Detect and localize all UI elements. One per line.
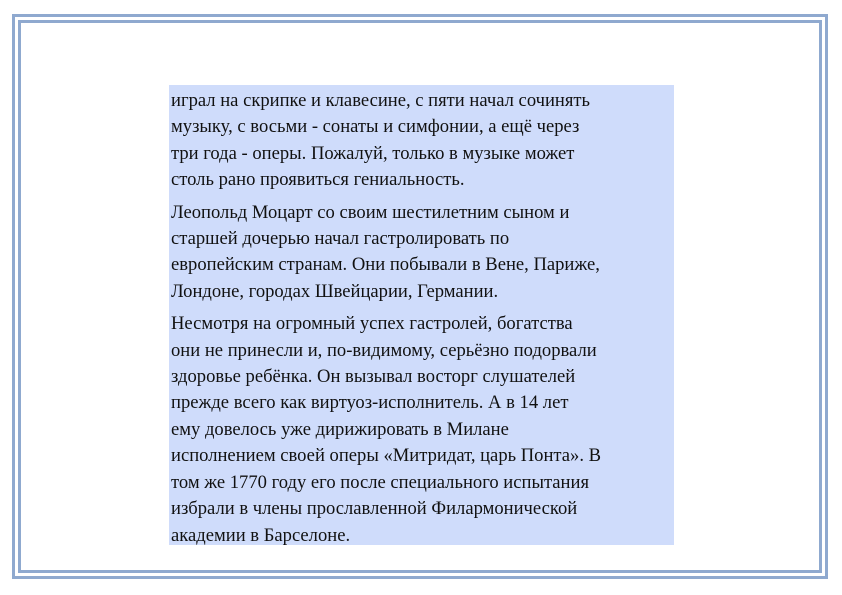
text-line: ему довелось уже дирижировать в Милане — [171, 418, 509, 440]
text-line: академии в Барселоне. — [171, 524, 351, 546]
text-line: Несмотря на огромный успех гастролей, богатства — [171, 313, 573, 335]
text-line: прежде всего как виртуоз-исполнитель. А в 14 лет — [171, 392, 569, 414]
text-line: они не принесли и, по-видимому, серьёзно подорвали — [171, 339, 597, 361]
paragraph-milan — [171, 311, 674, 549]
text-line: старшей дочерью начал гастролировать по — [171, 228, 510, 250]
text-line: том же 1770 году его после специального испытания — [171, 471, 590, 493]
text-line: три года - оперы. Пожалуй, только в музыке может — [171, 142, 575, 164]
paragraph-tour — [171, 200, 674, 306]
text-line: здоровье ребёнка. Он вызывал восторг слушателей — [171, 366, 576, 388]
text-line: европейским странам. Они побывали в Вене, Париже, — [171, 254, 600, 276]
paragraph-childhood — [171, 88, 674, 194]
text-line: Леопольд Моцарт со своим шестилетним сыном и — [171, 201, 570, 223]
text-block — [169, 85, 674, 545]
text-line: избрали в члены прославленной Филармонической — [171, 498, 578, 520]
text-line: играл на скрипке и клавесине, с пяти начал сочинять — [171, 90, 591, 111]
text-line: музыку, с восьми - сонаты и симфонии, а ещё через — [171, 116, 580, 138]
text-line: исполнением своей оперы «Митридат, царь Понта». В — [171, 445, 602, 467]
text-line: Лондоне, городах Швейцарии, Германии. — [171, 280, 499, 302]
text-line: столь рано проявиться гениальность. — [171, 169, 465, 191]
